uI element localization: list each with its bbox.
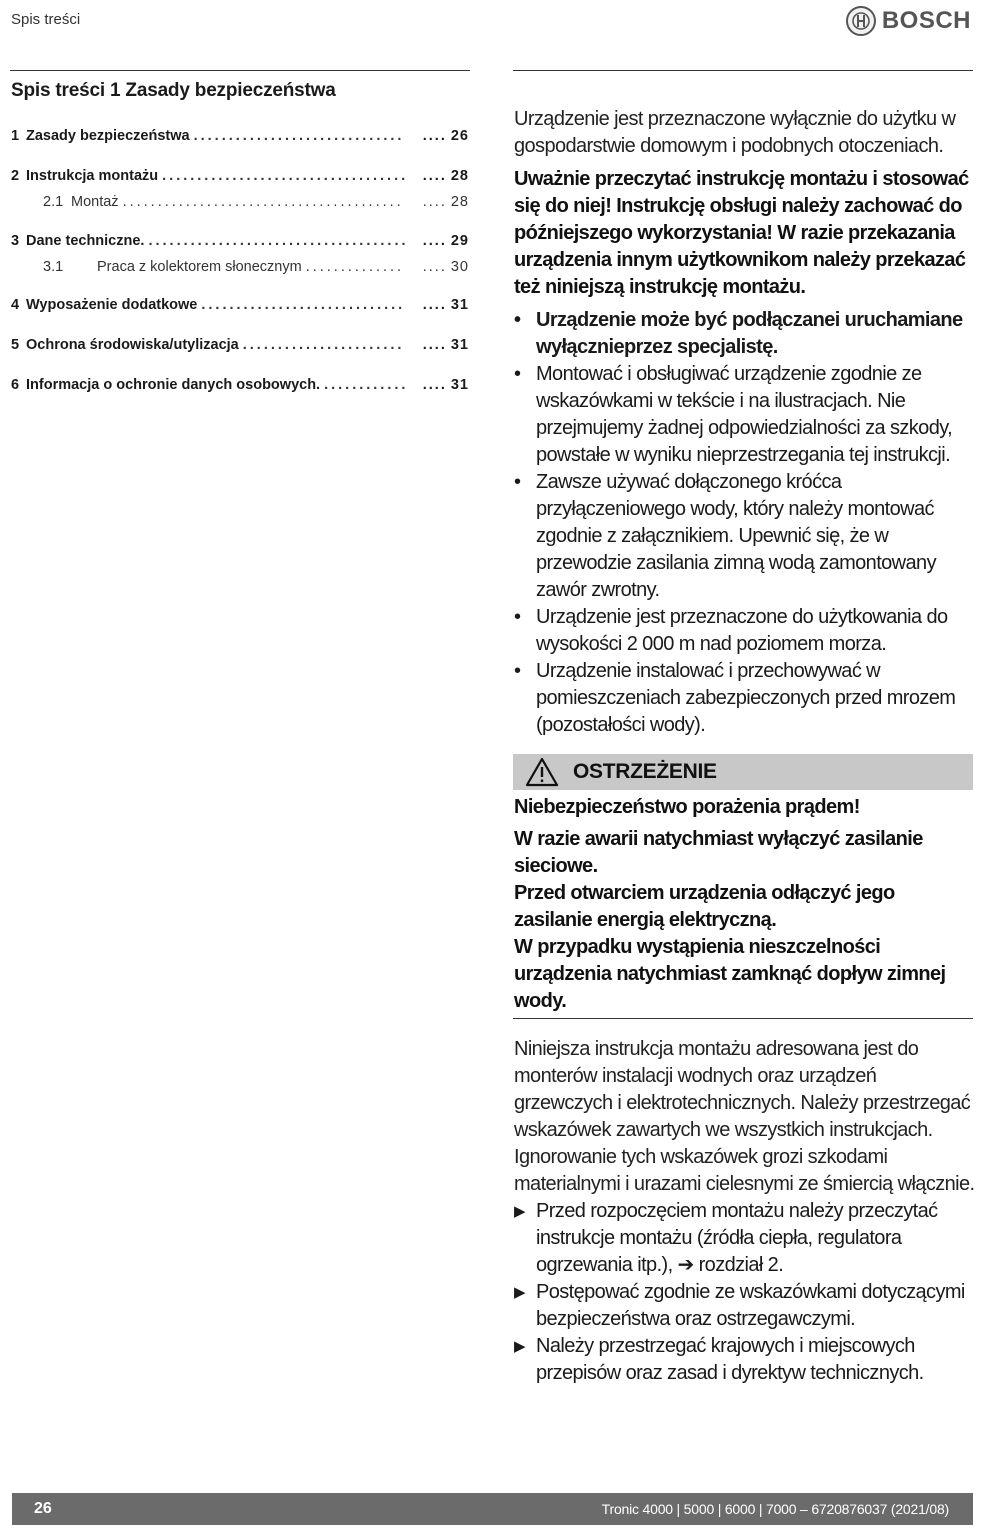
safety-section [514,106,976,739]
page-number: 26 [34,1500,52,1517]
warning-line: Przed otwarciem urządzenia odłączyć jego zasilanie energią elektryczną. [514,882,895,931]
warning-headline: Niebezpieczeństwo porażenia prądem! [514,796,860,818]
list-item [514,1198,976,1279]
page-section-label: Spis treści [11,11,81,28]
list-item [514,658,976,739]
toc-entry-number: 4 [11,297,20,313]
toc-entry-page: .... 29 [409,233,469,249]
toc-entry-number: 2 [11,168,20,184]
toc-entry-label: Wyposażenie dodatkowe [26,297,198,313]
toc-entry[interactable] [11,233,469,249]
triangle-right-icon: ▶ [514,1284,525,1301]
toc-entry-label: Dane techniczne. [26,233,145,249]
toc-entry-number: 3 [11,233,20,249]
toc-entry-label: Ochrona środowiska/utylizacja [26,337,239,353]
toc-entry-page: .... 30 [409,259,469,275]
toc-entry-page: .... 28 [409,168,469,184]
bullet-marker: • [514,309,521,331]
bullet-marker: • [514,606,521,628]
bullet-marker: • [514,471,521,493]
list-item-text: Postępować zgodnie ze wskazówkami dotyczącymi bezpieczeństwa oraz ostrzegawczymi. [536,1281,965,1330]
warning-line: W razie awarii natychmiast wyłączyć zasilanie sieciowe. [514,828,923,877]
list-item [514,1279,976,1333]
toc-entry[interactable] [11,128,469,144]
list-item [514,307,976,361]
bullet-marker: • [514,660,521,682]
warning-title: OSTRZEŻENIE [573,760,717,783]
list-item [514,361,976,469]
toc-entry[interactable] [11,194,469,210]
list-item-text: Urządzenie jest przeznaczone do użytkowania do wysokości 2 000 m nad poziomem morza. [536,606,948,655]
list-item [514,469,976,604]
list-item-text: Należy przestrzegać krajowych i miejscowych przepisów oraz zasad i dyrektyw technicznych. [536,1335,924,1384]
bullet-marker: • [514,363,521,385]
list-item [514,1333,976,1387]
list-item-text: Urządzenie może być podłączanei uruchamiane wyłącznieprzez specjalistę. [536,309,963,358]
toc-entry[interactable] [11,168,469,184]
toc-entry-number: 6 [11,377,20,393]
toc-entry-page: .... 28 [409,194,469,210]
toc-entry[interactable] [11,337,469,353]
triangle-right-icon: ▶ [514,1338,525,1355]
toc-entry-page: .... 26 [409,128,469,144]
triangle-right-icon: ▶ [514,1203,525,1220]
page-footer [12,1493,973,1525]
toc-entry[interactable] [11,297,469,313]
safety-intro: Urządzenie jest przeznaczone wyłącznie do użytku w gospodarstwie domowym i podobnych otoczeniach. [514,108,956,157]
list-item-text: Zawsze używać dołączonego króćca przyłączeniowego wody, który należy montować zgodnie z załącznikiem. Upewnić się, że w przewodzie zasilania zimną wodą zamontowany zawór zwrotny. [536,471,936,601]
list-item-text: Przed rozpoczęciem montażu należy przeczytać instrukcje montażu (źródła ciepła, regulatora ogrzewania itp.), ➔ rozdział 2. [536,1200,938,1276]
toc-entry-number: 2.1 [43,194,64,210]
safety-bold-notice: Uważnie przeczytać instrukcję montażu i stosować się do niej! Instrukcję obsługi należy zachować do późniejszego wykorzystania! W razie przekazania urządzenia innym użytkownikom należy przekazać też niniejszą instrukcję montażu. [514,168,969,298]
list-item-text: Urządzenie instalować i przechowywać w pomieszczeniach zabezpieczonych przed mrozem (pozostałości wody). [536,660,956,736]
installer-paragraph: Niniejsza instrukcja montażu adresowana jest do monterów instalacji wodnych oraz urządzeń grzewczych i elektrotechnicznych. Należy przestrzegać wskazówek zawartych we wszystkich instrukcjach. Ignorowanie tych wskazówek grozi szkodami materialnymi i urazami cielesnymi ze śmiercią włącznie. [514,1038,975,1195]
document-reference: Tronic 4000 | 5000 | 6000 | 7000 – 6720876037 (2021/08) [601,1501,949,1517]
toc-entry-label: Instrukcja montażu [26,168,159,184]
toc-entry-page: .... 31 [409,377,469,393]
divider [10,70,470,71]
brand-logo [846,6,971,36]
toc-entry-label: Zasady bezpieczeństwa [26,128,190,144]
toc-entry-label: Praca z kolektorem słonecznym [97,259,302,275]
toc-entry-number: 1 [11,128,20,144]
warning-line: W przypadku wystąpienia nieszczelności urządzenia natychmiast zamknąć dopływ zimnej wody. [514,936,946,1012]
warning-triangle-icon [525,757,559,787]
divider [513,70,973,71]
toc-entry-page: .... 31 [409,337,469,353]
safety-bullet-list [514,307,976,739]
toc-title: Spis treści 1 Zasady bezpieczeństwa [11,80,336,101]
toc-entry-label: Informacja o ochronie danych osobowych. [26,377,321,393]
divider [513,1018,973,1019]
toc-entry-number: 5 [11,337,20,353]
list-item-text: Montować i obsługiwać urządzenie zgodnie ze wskazówkami w tekście i na ilustracjach. Nie przejmujemy żadnej odpowiedzialności za szkody, powstałe w wyniku nieprzestrzegania tej instrukcji. [536,363,953,466]
toc-entry-page: .... 31 [409,297,469,313]
brand-name: BOSCH [881,7,971,34]
warning-banner [513,754,973,790]
bosch-armature-icon [846,6,876,36]
list-item [514,604,976,658]
toc-entry-number: 3.1 [43,259,64,275]
toc-entry-label: Montaż [71,194,119,210]
toc-entry[interactable] [11,377,469,393]
installer-section [514,1036,976,1387]
toc-entry[interactable] [11,259,469,275]
warning-body [514,794,976,1015]
